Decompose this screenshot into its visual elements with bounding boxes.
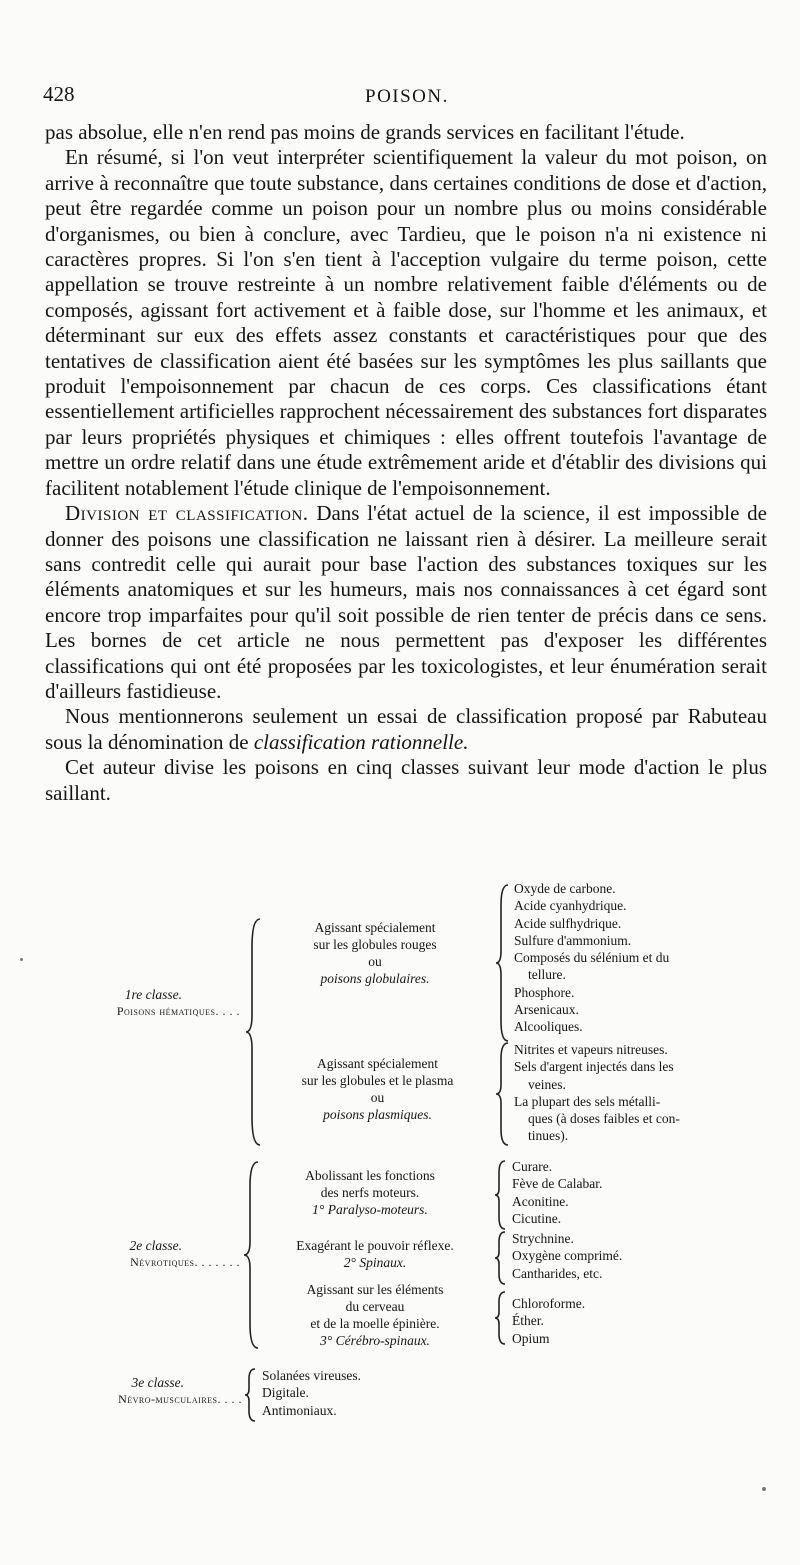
page-header (43, 82, 765, 112)
class-2-label: 2e classe. Névrotiques. . . . . . . (129, 1238, 240, 1269)
class-2-group-1-items: Curare. Fève de Calabar. Aconitine. Cicutine. (512, 1159, 603, 1226)
paragraph-author: Cet auteur divise les poisons en cinq classes suivant leur mode d'action le plus saillant. (45, 755, 767, 805)
class-2-group-1-brace (493, 1159, 509, 1231)
classification-table (0, 875, 800, 1435)
class-1-group-2-brace (494, 1041, 512, 1147)
print-speck (762, 1487, 766, 1491)
class-3-brace (243, 1367, 259, 1423)
class-3-items: Solanées vireuses. Digitale. Antimoniaux. (262, 1368, 361, 1418)
body-text (45, 120, 767, 806)
emphasis: classification rationnelle. (253, 729, 469, 754)
class-1-group-1-items: Oxyde de carbone. Acide cyanhydrique. Acide sulfhydrique. Sulfure d'ammonium. Composés du sélénium et du tellure. Phosphore. Arsenicaux. Alcooliques. (514, 881, 670, 1035)
page-number: 428 (43, 82, 75, 106)
class-2-group-2-items: Strychnine. Oxygène comprimé. Cantharides, etc. (512, 1231, 623, 1281)
class-1-group-1-brace (494, 883, 512, 1043)
class-2-group-3-items: Chloroforme. Éther. Opium (512, 1296, 586, 1346)
class-1-group-2-label: Agissant spécialement sur les globules et le plasma ou poisons plasmiques. (301, 1056, 454, 1122)
paragraph-division: Division et classification. Dans l'état actuel de la science, il est impossible de donner des poisons une classification ne laissant rien à désirer. La meilleure serait sans contredit celle qui aurait pour base l'action des substances toxiques sur les éléments anatomiques et sur les humeurs, mais nos connaissances à cet égard sont encore trop imparfaites pour qu'il soit possible de rien tenter de précis dans ce sens. Les bornes de cet article ne nous permettent pas d'exposer les différentes classifications qui ont été proposées par les toxicologistes, et leur énumération serait d'ailleurs fastidieuse. (45, 501, 768, 703)
paragraph-summary: En résumé, si l'on veut interpréter scientifiquement la valeur du mot poison, on arrive à reconnaître que toute substance, dans certaines conditions de dose et d'action, peut être regardée comme un poison pour un nombre plus ou moins considérable d'organismes, ou bien à conclure, avec Tardieu, que le poison n'a ni existence ni caractères propres. Si l'on s'en tient à l'acception vulgaire du terme poison, cette appellation se trouve restreinte à un nombre relativement faible d'éléments ou de composés, agissant fort activement et à faible dose, sur l'homme et les animaux, et déterminant sur eux des effets assez constants et caractéristiques pour que des tentatives de classification aient été basées sur les symptômes les plus saillants que produit l'empoisonnement par chacun de ces corps. Ces classifications étant essentiellement artificielles rapprochent nécessairement des substances fort disparates par leurs propriétés physiques et chimiques : elles offrent toutefois l'avantage de mettre un ordre relatif dans une étude extrêmement aride et d'établir des divisions qui facilitent notablement l'étude clinique de l'empoisonnement. (45, 145, 767, 500)
section-heading: Division et classification. (65, 501, 309, 526)
class-1-group-2-items: Nitrites et vapeurs nitreuses. Sels d'argent injectés dans les veines. La plupart des sels métalli- ques (à doses faibles et con- tinues). (514, 1042, 680, 1144)
class-3-label: 3e classe. Névro-musculaires. . . . (118, 1375, 242, 1406)
print-speck (20, 958, 23, 961)
class-1-group-1-label: Agissant spécialement sur les globules rouges ou poisons globulaires. (313, 920, 437, 986)
paragraph-continuation: pas absolue, elle n'en rend pas moins de grands services en facilitant l'étude. (45, 120, 685, 144)
class-1-label: 1re classe. Poisons hématiques. . . . (116, 987, 240, 1018)
running-title: POISON. (365, 86, 449, 107)
class-2-group-2-label: Exagérant le pouvoir réflexe. 2° Spinaux. (296, 1238, 454, 1270)
class-2-group-1-label: Abolissant les fonctions des nerfs moteurs. 1° Paralyso-moteurs. (305, 1168, 435, 1217)
class-2-group-2-brace (493, 1230, 509, 1286)
class-2-group-3-label: Agissant sur les éléments du cerveau et de la moelle épinière. 3° Cérébro-spinaux. (306, 1282, 444, 1348)
paragraph-rabuteau: Nous mentionnerons seulement un essai de classification proposé par Rabuteau sous la dénomination de classification rationnelle. (45, 704, 767, 754)
class-2-group-3-brace (493, 1290, 509, 1346)
